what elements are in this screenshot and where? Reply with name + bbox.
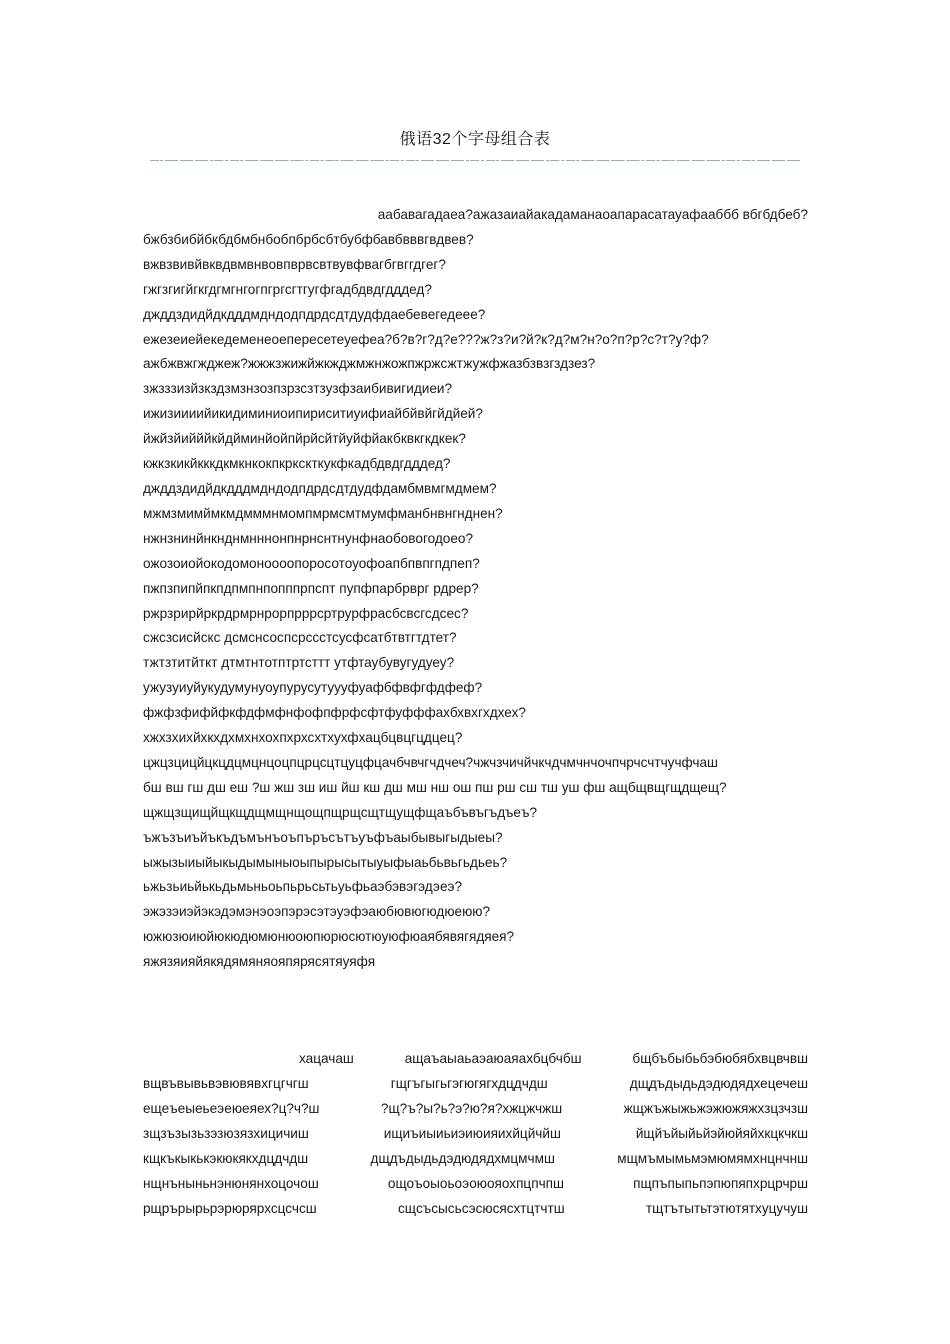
combination-row [143,1121,808,1146]
combination-group: вщвъвывьвэвювявхгцгчгш [143,1076,309,1091]
combination-line: сжсзсисйскс дсмснсоспсрссстсусфсатбтвтгтдтет? [143,630,457,646]
combination-group: пщпъпыпьпэпюпяпхрцрчрш [633,1176,808,1191]
combination-group: йщйъйыйьйэйюйяйхкцкчкш [635,1126,808,1141]
combination-line: хжхзхихйхкхдхмхнхохпхрхсхтхухфхацбцвцгцдцец? [143,730,463,746]
combination-row [143,1171,808,1196]
combination-line: йжйзйийййкйдйминйойпйрйсйтйуйфйакбквкгкдкек? [143,431,466,447]
combination-line: зжзззизйзкздзмзнзозпзрзсзтзузфзаибивигидиеи? [143,381,453,397]
dashed-divider [150,160,800,161]
combination-row [143,1096,808,1121]
combination-line: ыжызыиыйыкыдымыныоыпырысытыуыфыаьбьвьгьдьеь? [143,854,508,870]
combination-group: ащаъаыаьаэаюаяахбцбчбш [404,1051,582,1066]
combination-line: ъжъзъиъйъкъдъмънъоъпъръсътъуъфъаыбывыгыдыеы? [143,829,503,845]
combination-group: тщтътытьтэтютятхуцучуш [645,1201,808,1216]
combination-line: аабавагадаеа?ажазаиайакадаманаоапарасатауафааббб вбгбдбеб? [377,207,808,222]
combination-group: бщбъбыбьбэбюбябхвцвчвш [632,1051,808,1066]
document-title: 俄语32个字母组合表 [399,131,551,148]
combination-line: гжгзгигйгкгдгмгнгогпгргсгтгугфгадбдвдгдддед? [143,281,432,297]
combination-line: ожозоиойокодомоноооопоросотоуофоапбпвпгпдпеп? [143,555,480,571]
combination-line: ажбжвжгжджеж?жжжзжижйжкжджмжнжожпжржсжтжужфжазбзвзгздзез? [143,356,596,372]
combination-line: ежезеиейекедеменеоепересетеуефеа?б?в?г?д?е???ж?з?и?й?к?д?м?н?о?п?р?с?т?у?ф? [143,331,709,347]
combination-line: тжтзтитйткт дтмтнтотптртсттт утфтаубувугудуеу? [143,655,455,671]
combination-group: кщкъкыкькэкюкякхдцдчдш [143,1151,309,1166]
combination-group: ?щ?ъ?ы?ь?э?ю?я?хжцжчжш [380,1101,563,1116]
combination-group: мщмъмымьмэмюмямхнцнчнш [617,1151,808,1166]
combination-line: фжфзфифйфкфдфмфнфофпфрфсфтфуфффахбхвхгхдхех? [143,705,526,721]
combination-group: дщдъдыдьдэдюдядхмцмчмш [370,1151,555,1166]
combination-line: бжбзбибйбкбдбмбнбобпбрбсбтбубфбавбвввгвдвев? [143,231,474,247]
combination-line: цжцзцицйцкцдцмцнцоцпцрцсцтцуцфцачбчвчгчдчеч?чжчзчичйчкчдчмчнчочпчрчсчтчучфчаш [143,754,718,770]
combination-line: кжкзкикйкккдкмкнкокпкркскткукфкадбдвдгдддед? [143,456,451,472]
combination-row [143,1146,808,1171]
combination-line: южюзюиюйюкюдюмюнюоюпюрюсютюуюфюаябявягядяея? [143,929,515,945]
combination-group: гщгъгыгьгэгюгягхдцдчдш [390,1076,548,1091]
combination-line: ьжьзьиьйькьдьмьньоьпьрьсьтьуьфьаэбэвэгэдэеэ? [143,879,463,895]
combination-line: эжэзэиэйэкэдэмэнэоэпэрэсэтэуэфэаюбювюгюдюеюю? [143,904,491,920]
combination-line: пжпзпипйпкпдпмпнпопппрпспт пупфпарбрврг рдрер? [143,580,479,596]
combination-group: ещеъеыеьеэеюеяех?ц?ч?ш [143,1101,320,1116]
combination-group: зщзъзызьзэзюзязхицичиш [143,1126,309,1141]
combination-line: бш вш гш дш еш ?ш жш зш иш йш кш дш мш нш ош пш рш сш тш уш фш ащбщвщгщдщещ? [143,779,727,795]
combination-group: дщдъдыдьдэдюдядхецечеш [629,1076,808,1091]
combination-row [143,1071,808,1096]
combination-line: ужузуиуйукудумунуоупурусутуууфуафбфвфгфдфеф? [143,680,483,696]
combination-line: щжщзщищйщкщдщмщнщощпщрщсщтщущфщаъбъвъгъдъеъ? [143,804,538,820]
combination-line: мжмзмимймкмдмммнмомпмрмсмтмумфманбнвнгнднен? [143,505,503,521]
letter-combination-table-soft-hard [143,1046,808,1221]
combination-line: нжнзнинйнкнднмнннонпнрнснтнунфнаобовогодоео? [143,530,474,546]
combination-line: ижизиииийикидиминиоипириситиуифиайбйвйгйдйей? [143,406,483,422]
combination-row [143,1196,808,1221]
combination-group: ощоъоыоьоэоюояохпцпчпш [387,1176,564,1191]
combination-group: нщнъныньнэнюнянхоцочош [143,1176,319,1191]
combination-group: рщрърырьрэрюрярхсцсчсш [143,1201,317,1216]
combination-line: ржрзрирйркрдрмрнрорпрррсртрурфрасбсвсгсдсес? [143,605,469,621]
letter-combination-table-main [143,203,808,975]
combination-line: джддздидйдкдддмдндодпдрдсдтдудфдаебевегедеее? [143,306,486,322]
combination-line: вжвзвивйвквдвмвнвовпврвсвтвувфвагбгвггдгег? [143,256,446,272]
combination-group: сщсъсысьсэсюсясхтцтчтш [397,1201,565,1216]
combination-line: яжязяияйякядямяняояпярясятяуяфя [143,954,376,970]
combination-group: хацачаш [299,1051,354,1066]
combination-line: джддздидйдкдддмдндодпдрдсдтдудфдамбмвмгмдмем? [143,480,497,496]
combination-group: ищиъиыиьиэиюияихйцйчйш [383,1126,561,1141]
combination-group: жщжъжыжьжэжюжяжхзцзчзш [623,1101,808,1116]
combination-row [143,1046,808,1071]
